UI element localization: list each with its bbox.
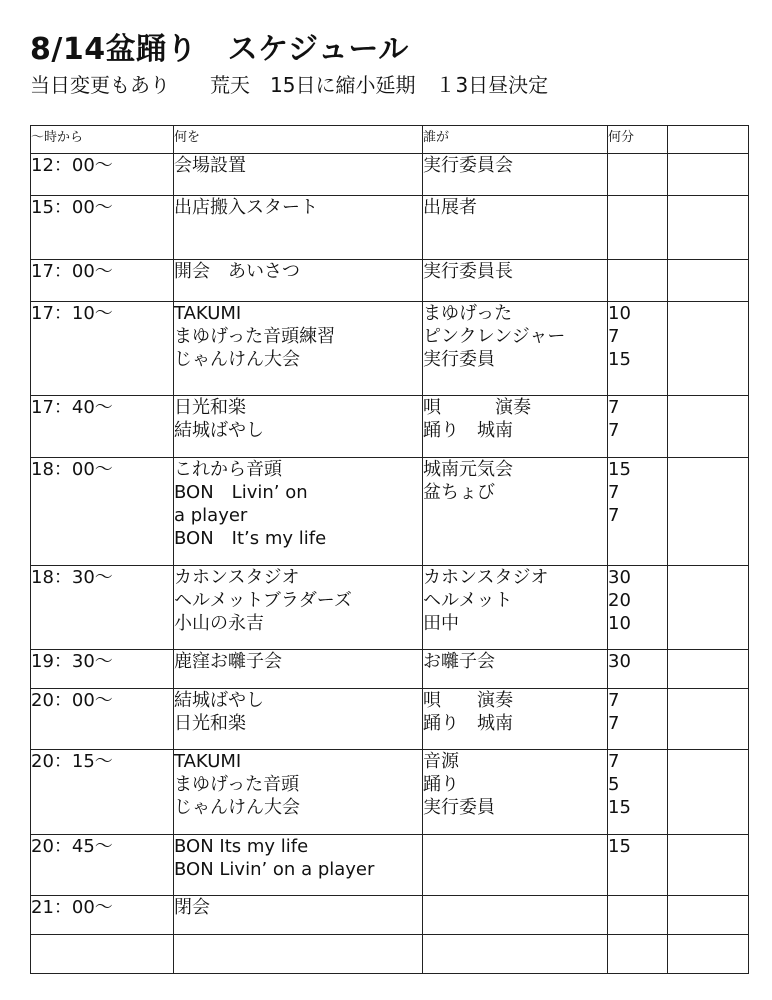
minutes-value: 7 (608, 326, 620, 347)
minutes-value: 20 (608, 590, 631, 611)
minutes-value: 15 (608, 836, 631, 857)
minutes-cell (608, 689, 668, 750)
table-row (31, 689, 749, 750)
who-cell (423, 396, 608, 458)
table-header-row (31, 126, 749, 154)
who-line: 実行委員 (423, 349, 495, 370)
extra-cell (668, 835, 749, 896)
who-line: まゆげった (423, 303, 513, 324)
who-cell (423, 689, 608, 750)
minutes-value: 15 (608, 797, 631, 818)
page-subtitle: 当日変更もあり 荒天 15日に縮小延期 １3日昼決定 (30, 73, 549, 97)
extra-cell (668, 458, 749, 566)
who-cell (423, 458, 608, 566)
table-row (31, 260, 749, 302)
who-line: 実行委員会 (423, 155, 513, 176)
header-what: 何を (174, 126, 423, 154)
who-line: お囃子会 (423, 651, 495, 672)
minutes-cell (608, 566, 668, 650)
time-text: 15：00〜 (31, 197, 113, 218)
who-line: カホンスタジオ (423, 567, 549, 588)
time-cell (31, 302, 174, 396)
what-cell (174, 650, 423, 689)
extra-cell (668, 689, 749, 750)
what-line: 結城ばやし (174, 690, 264, 711)
what-line: カホンスタジオ (174, 567, 300, 588)
extra-cell (668, 260, 749, 302)
what-line: まゆげった音頭練習 (174, 326, 336, 347)
time-text: 18：00〜 (31, 459, 113, 480)
time-cell (31, 750, 174, 835)
what-cell (174, 835, 423, 896)
who-line: 城南元気会 (423, 459, 513, 480)
table-row (31, 196, 749, 260)
time-text: 17：00〜 (31, 261, 113, 282)
what-line: 出店搬入スタート (174, 197, 318, 218)
minutes-cell (608, 396, 668, 458)
what-line: まゆげった音頭 (174, 774, 300, 795)
extra-cell (668, 935, 749, 974)
what-line: BON Its my life (174, 836, 309, 857)
time-cell (31, 458, 174, 566)
time-cell (31, 566, 174, 650)
header-extra (668, 126, 749, 154)
who-cell (423, 260, 608, 302)
time-text: 19：30〜 (31, 651, 113, 672)
what-line: BON It’s my life (174, 528, 327, 549)
extra-cell (668, 750, 749, 835)
what-line: 開会 あいさつ (174, 261, 300, 282)
header-who: 誰が (423, 126, 608, 154)
extra-cell (668, 302, 749, 396)
what-line: これから音頭 (174, 459, 282, 480)
time-cell (31, 935, 174, 974)
what-cell (174, 566, 423, 650)
minutes-value: 15 (608, 349, 631, 370)
what-cell (174, 396, 423, 458)
what-cell (174, 935, 423, 974)
minutes-cell (608, 896, 668, 935)
time-cell (31, 689, 174, 750)
what-cell (174, 896, 423, 935)
what-line: 閉会 (174, 897, 210, 918)
time-cell (31, 154, 174, 196)
minutes-cell (608, 196, 668, 260)
who-cell (423, 154, 608, 196)
time-cell (31, 196, 174, 260)
time-cell (31, 896, 174, 935)
who-line: ヘルメット (423, 590, 513, 611)
time-cell (31, 835, 174, 896)
who-line: ピンクレンジャー (423, 326, 566, 347)
who-cell (423, 302, 608, 396)
minutes-value: 7 (608, 397, 620, 418)
minutes-value: 7 (608, 505, 620, 526)
who-line: 田中 (423, 613, 459, 634)
time-text: 17：10〜 (31, 303, 113, 324)
minutes-value: 10 (608, 303, 631, 324)
what-line: 日光和楽 (174, 397, 246, 418)
who-line: 唄 演奏 (423, 397, 531, 418)
table-row (31, 458, 749, 566)
who-cell (423, 935, 608, 974)
table-row (31, 302, 749, 396)
who-cell (423, 650, 608, 689)
time-text: 12：00〜 (31, 155, 113, 176)
minutes-cell (608, 835, 668, 896)
table-row (31, 896, 749, 935)
minutes-value: 7 (608, 713, 620, 734)
time-text: 20：45〜 (31, 836, 113, 857)
minutes-value: 5 (608, 774, 620, 795)
time-text: 18：30〜 (31, 567, 113, 588)
what-line: 鹿窪お囃子会 (174, 651, 282, 672)
time-text: 17：40〜 (31, 397, 113, 418)
what-cell (174, 302, 423, 396)
time-text: 20：15〜 (31, 751, 113, 772)
who-cell (423, 835, 608, 896)
extra-cell (668, 566, 749, 650)
what-line: BON Livin’ on (174, 482, 308, 503)
who-line: 出展者 (423, 197, 477, 218)
who-cell (423, 750, 608, 835)
what-line: TAKUMI (174, 303, 242, 324)
who-cell (423, 896, 608, 935)
who-line: 踊り 城南 (423, 420, 513, 441)
what-line: a player (174, 505, 248, 526)
table-row (31, 154, 749, 196)
what-cell (174, 458, 423, 566)
extra-cell (668, 154, 749, 196)
minutes-cell (608, 650, 668, 689)
who-line: 実行委員長 (423, 261, 513, 282)
minutes-cell (608, 154, 668, 196)
table-row (31, 835, 749, 896)
what-line: 小山の永吉 (174, 613, 264, 634)
minutes-value: 7 (608, 690, 620, 711)
what-cell (174, 196, 423, 260)
what-line: BON Livin’ on a player (174, 859, 375, 880)
time-cell (31, 260, 174, 302)
time-cell (31, 650, 174, 689)
time-cell (31, 396, 174, 458)
minutes-cell (608, 302, 668, 396)
what-line: じゃんけん大会 (174, 349, 300, 370)
header-time: 〜時から (31, 126, 174, 154)
who-line: 踊り (423, 774, 459, 795)
extra-cell (668, 650, 749, 689)
minutes-value: 7 (608, 482, 620, 503)
minutes-cell (608, 750, 668, 835)
what-line: じゃんけん大会 (174, 797, 300, 818)
who-cell (423, 196, 608, 260)
who-line: 踊り 城南 (423, 713, 513, 734)
minutes-value: 7 (608, 751, 620, 772)
what-line: TAKUMI (174, 751, 242, 772)
what-cell (174, 260, 423, 302)
who-line: 実行委員 (423, 797, 495, 818)
table-row (31, 750, 749, 835)
who-cell (423, 566, 608, 650)
page-title: 8/14盆踊り スケジュール (30, 32, 409, 67)
minutes-value: 15 (608, 459, 631, 480)
table-row (31, 396, 749, 458)
what-line: ヘルメットブラダーズ (174, 590, 352, 611)
table-row (31, 650, 749, 689)
time-text: 20：00〜 (31, 690, 113, 711)
extra-cell (668, 396, 749, 458)
minutes-value: 30 (608, 567, 631, 588)
extra-cell (668, 196, 749, 260)
extra-cell (668, 896, 749, 935)
minutes-value: 7 (608, 420, 620, 441)
what-line: 会場設置 (174, 155, 246, 176)
schedule-table (30, 125, 749, 974)
what-cell (174, 750, 423, 835)
minutes-value: 10 (608, 613, 631, 634)
who-line: 唄 演奏 (423, 690, 513, 711)
table-row (31, 566, 749, 650)
what-cell (174, 689, 423, 750)
minutes-cell (608, 935, 668, 974)
minutes-cell (608, 458, 668, 566)
time-text: 21：00〜 (31, 897, 113, 918)
what-cell (174, 154, 423, 196)
minutes-cell (608, 260, 668, 302)
table-row (31, 935, 749, 974)
minutes-value: 30 (608, 651, 631, 672)
what-line: 日光和楽 (174, 713, 246, 734)
header-minutes: 何分 (608, 126, 668, 154)
who-line: 盆ちょび (423, 482, 495, 503)
what-line: 結城ばやし (174, 420, 264, 441)
who-line: 音源 (423, 751, 459, 772)
